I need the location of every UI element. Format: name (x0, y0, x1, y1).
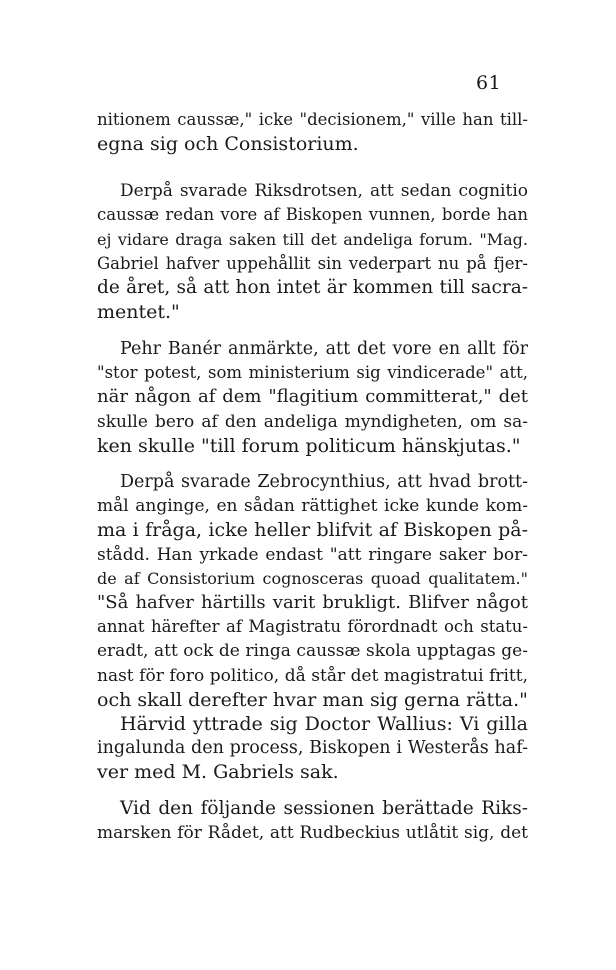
text-line: egna sig och Consistorium. (97, 133, 359, 155)
text-line: de af Consistorium cognosceras quoad qualitatem." (97, 569, 528, 588)
text-line: nast för foro politico, då står det magistratui fritt, (97, 666, 528, 686)
text-line: Vid den följande sessionen berättade Riks- (120, 798, 528, 819)
text-line: annat härefter af Magistratu förordnadt och statu- (97, 617, 528, 636)
text-line: skulle bero af den andeliga myndigheten, om sa- (97, 412, 528, 432)
text-line: stådd. Han yrkade endast "att ringare saker bor- (97, 545, 528, 565)
text-line: marsken för Rådet, att Rudbeckius utlåtit sig, det (97, 823, 528, 843)
text-line: ma i fråga, icke heller blifvit af Biskopen på- (97, 519, 528, 541)
text-line: Derpå svarade Zebrocynthius, att hvad brott- (120, 472, 528, 492)
text-line: när någon af dem "flagitium committerat," det (97, 386, 528, 407)
text-line: eradt, att ock de ringa caussæ skola upptagas ge- (97, 641, 528, 661)
text-line: mentet." (97, 301, 180, 323)
text-line: ingalunda den process, Biskopen i Westerås haf- (97, 738, 528, 758)
text-line: Härvid yttrade sig Doctor Wallius: Vi gilla (120, 713, 528, 735)
text-line: Pehr Banér anmärkte, att det vore en allt för (120, 339, 528, 359)
text-line: "Så hafver härtills varit brukligt. Blifver något (97, 592, 528, 613)
text-line: ken skulle "till forum politicum hänskjutas." (97, 435, 521, 457)
text-line: "stor potest, som ministerium sig vindicerade" att, (97, 363, 528, 382)
text-line: mål anginge, en sådan rättighet icke kunde kom- (97, 496, 528, 516)
text-line: nitionem caussæ," icke "decisionem," ville han till- (97, 110, 528, 129)
text-line: ver med M. Gabriels sak. (97, 761, 339, 783)
text-line: Derpå svarade Riksdrotsen, att sedan cognitio (120, 181, 528, 201)
text-line: Gabriel hafver uppehållit sin vederpart nu på fjer- (97, 254, 528, 273)
text-line: de året, så att hon intet är kommen till sacra- (97, 277, 528, 298)
text-line: caussæ redan vore af Biskopen vunnen, borde han (97, 205, 528, 224)
page-number: 61 (476, 72, 502, 94)
text-line: och skall derefter hvar man sig gerna rätta." (97, 689, 528, 711)
text-line: ej vidare draga saken till det andeliga forum. "Mag. (97, 230, 528, 249)
